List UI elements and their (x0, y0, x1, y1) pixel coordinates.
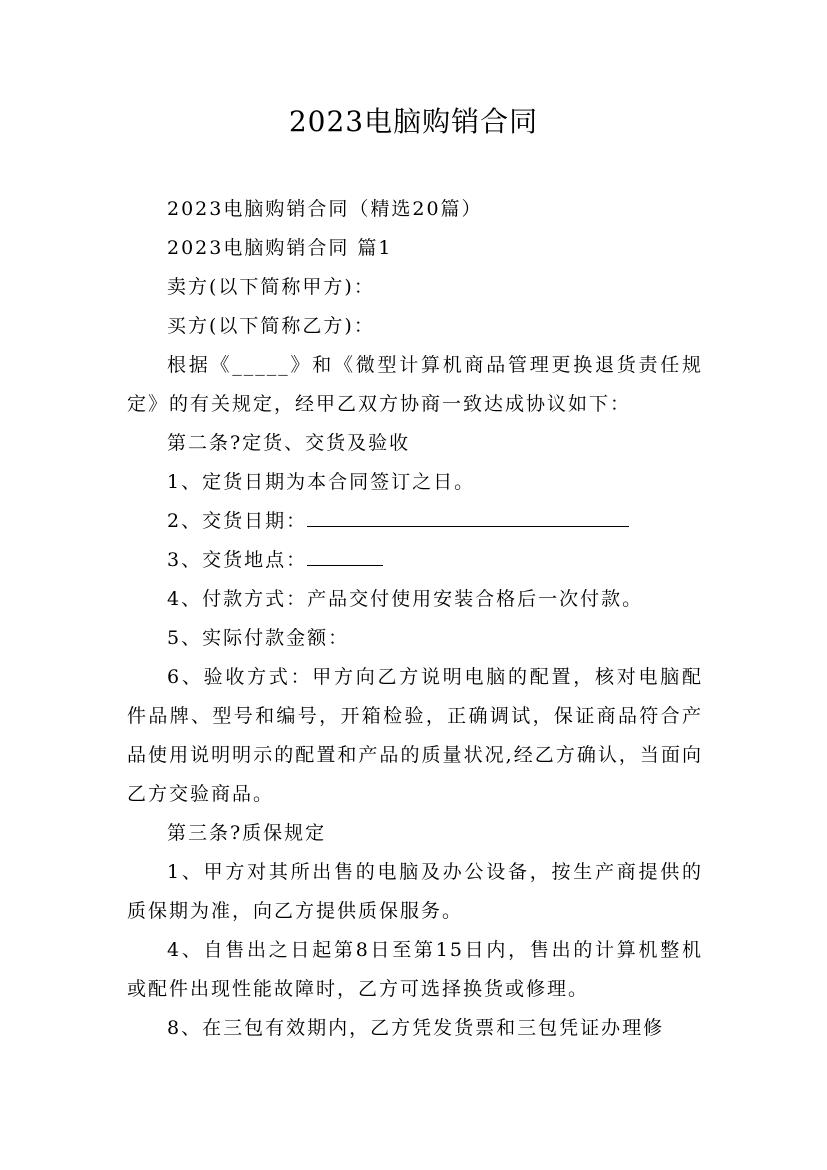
paragraph-delivery-date (127, 502, 703, 541)
paragraph-acceptance: 6、验收方式：甲方向乙方说明电脑的配置，核对电脑配件品牌、型号和编号，开箱检验，正确调试，保证商品符合产品使用说明明示的配置和产品的质量状况,经乙方确认，当面向乙方交验商品。 (127, 666, 703, 805)
document-body (127, 190, 703, 1048)
delivery-place-blank (307, 543, 383, 566)
paragraph-warranty-8: 8、在三包有效期内，乙方凭发货票和三包凭证办理修 (167, 1017, 665, 1039)
paragraph-subtitle: 2023电脑购销合同（精选20篇） (167, 198, 483, 220)
paragraph-payment-amount: 5、实际付款金额： (167, 627, 350, 649)
paragraph-chapter-heading: 2023电脑购销合同 篇1 (167, 237, 393, 259)
document-title: 2023电脑购销合同 (288, 105, 539, 138)
paragraph-order-date: 1、定货日期为本合同签订之日。 (167, 471, 476, 493)
paragraph-warranty-4: 4、自售出之日起第8日至第15日内，售出的计算机整机或配件出现性能故障时，乙方可选择换货或修理。 (127, 939, 703, 1000)
paragraph-article-2-heading: 第二条?定货、交货及验收 (167, 432, 411, 454)
delivery-place-label: 3、交货地点： (167, 549, 308, 571)
paragraph-article-3-heading: 第三条?质保规定 (167, 822, 327, 844)
delivery-date-label: 2、交货日期： (167, 510, 308, 532)
paragraph-delivery-place (127, 541, 703, 580)
delivery-date-blank (307, 504, 629, 527)
paragraph-seller: 卖方(以下简称甲方)： (167, 276, 375, 298)
paragraph-buyer: 买方(以下简称乙方)： (167, 315, 375, 337)
paragraph-warranty-1: 1、甲方对其所出售的电脑及办公设备，按生产商提供的质保期为准，向乙方提供质保服务。 (127, 861, 703, 922)
paragraph-basis: 根据《_____》和《微型计算机商品管理更换退货责任规定》的有关规定，经甲乙双方协商一致达成协议如下： (127, 354, 703, 415)
paragraph-payment-method: 4、付款方式：产品交付使用安装合格后一次付款。 (167, 588, 644, 610)
